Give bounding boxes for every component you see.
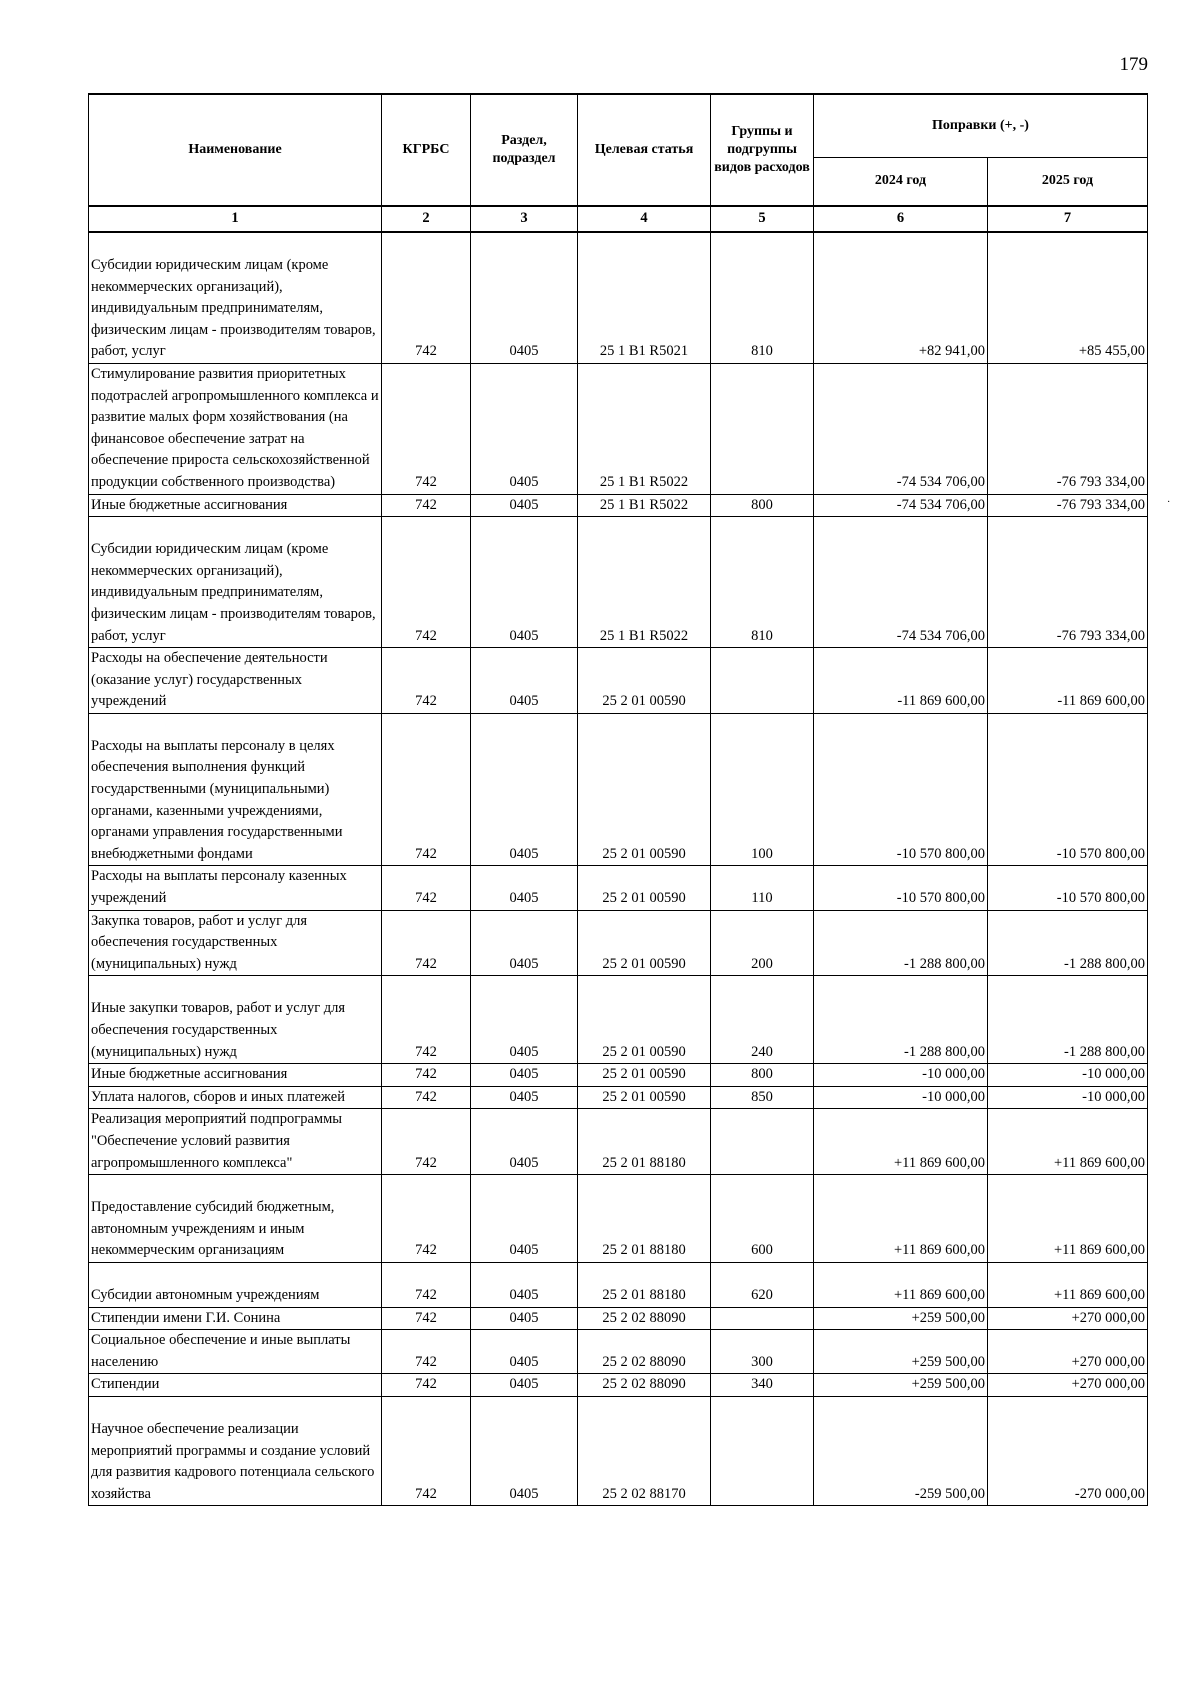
row-amount-2024: -10 570 800,00: [814, 866, 988, 910]
row-group: 800: [711, 494, 814, 517]
row-target: 25 1 B1 R5022: [578, 517, 711, 648]
row-kgrbs: 742: [382, 713, 471, 866]
row-kgrbs: 742: [382, 232, 471, 363]
column-number: 3: [471, 206, 578, 232]
row-amount-2024: -1 288 800,00: [814, 976, 988, 1064]
row-target: 25 2 01 00590: [578, 713, 711, 866]
header-name: Наименование: [89, 94, 382, 206]
row-target: 25 1 B1 R5021: [578, 232, 711, 363]
row-kgrbs: 742: [382, 517, 471, 648]
row-group: 100: [711, 713, 814, 866]
row-amount-2024: -10 000,00: [814, 1086, 988, 1109]
stray-mark: ·: [1167, 497, 1171, 508]
row-name: Реализация мероприятий подпрограммы "Обеспечение условий развития агропромышленного комплекса": [89, 1109, 382, 1175]
row-amount-2025: +270 000,00: [988, 1374, 1148, 1397]
row-section: 0405: [471, 910, 578, 976]
table-row: [89, 1307, 1148, 1330]
row-amount-2025: -10 570 800,00: [988, 713, 1148, 866]
header-groups: Группы и подгруппы видов расходов: [711, 94, 814, 206]
row-target: 25 2 02 88170: [578, 1396, 711, 1505]
row-name: Закупка товаров, работ и услуг для обеспечения государственных (муниципальных) нужд: [89, 910, 382, 976]
row-amount-2025: +11 869 600,00: [988, 1175, 1148, 1263]
row-group: 810: [711, 517, 814, 648]
row-name: Иные бюджетные ассигнования: [89, 494, 382, 517]
row-section: 0405: [471, 1374, 578, 1397]
row-amount-2024: -11 869 600,00: [814, 648, 988, 714]
row-amount-2025: -10 570 800,00: [988, 866, 1148, 910]
row-group: 110: [711, 866, 814, 910]
row-name: Субсидии автономным учреждениям: [89, 1262, 382, 1307]
table-row: [89, 976, 1148, 1064]
row-amount-2025: -1 288 800,00: [988, 976, 1148, 1064]
row-amount-2025: -76 793 334,00: [988, 517, 1148, 648]
table-row: [89, 866, 1148, 910]
row-amount-2024: +11 869 600,00: [814, 1175, 988, 1263]
row-target: 25 2 02 88090: [578, 1374, 711, 1397]
row-kgrbs: 742: [382, 1307, 471, 1330]
table-row: [89, 1330, 1148, 1374]
row-name: Субсидии юридическим лицам (кроме некоммерческих организаций), индивидуальным предпринимателям, физическим лицам - производителям товаров, работ, услуг: [89, 232, 382, 363]
row-kgrbs: 742: [382, 1109, 471, 1175]
row-name: Иные закупки товаров, работ и услуг для обеспечения государственных (муниципальных) нужд: [89, 976, 382, 1064]
row-kgrbs: 742: [382, 1396, 471, 1505]
row-section: 0405: [471, 494, 578, 517]
table-row: [89, 363, 1148, 494]
row-target: 25 2 01 88180: [578, 1109, 711, 1175]
row-amount-2025: +11 869 600,00: [988, 1109, 1148, 1175]
table-row: [89, 494, 1148, 517]
row-group: 200: [711, 910, 814, 976]
row-name: Иные бюджетные ассигнования: [89, 1064, 382, 1087]
row-section: 0405: [471, 1330, 578, 1374]
row-group: 800: [711, 1064, 814, 1087]
row-amount-2024: -74 534 706,00: [814, 494, 988, 517]
row-target: 25 2 02 88090: [578, 1307, 711, 1330]
row-section: 0405: [471, 713, 578, 866]
row-amount-2025: -76 793 334,00: [988, 494, 1148, 517]
row-target: 25 2 01 88180: [578, 1262, 711, 1307]
row-group: [711, 1109, 814, 1175]
row-group: 850: [711, 1086, 814, 1109]
row-target: 25 1 B1 R5022: [578, 494, 711, 517]
column-number: 4: [578, 206, 711, 232]
row-group: [711, 648, 814, 714]
row-amount-2025: -1 288 800,00: [988, 910, 1148, 976]
row-kgrbs: 742: [382, 1175, 471, 1263]
table-row: [89, 713, 1148, 866]
row-kgrbs: 742: [382, 1374, 471, 1397]
row-name: Расходы на выплаты персоналу казенных учреждений: [89, 866, 382, 910]
row-amount-2024: +259 500,00: [814, 1307, 988, 1330]
row-amount-2024: -74 534 706,00: [814, 363, 988, 494]
row-kgrbs: 742: [382, 1330, 471, 1374]
column-number: 7: [988, 206, 1148, 232]
row-section: 0405: [471, 517, 578, 648]
row-target: 25 2 01 00590: [578, 1086, 711, 1109]
row-amount-2024: +259 500,00: [814, 1330, 988, 1374]
column-number: 5: [711, 206, 814, 232]
row-target: 25 2 01 00590: [578, 648, 711, 714]
column-number: 1: [89, 206, 382, 232]
row-amount-2025: -10 000,00: [988, 1064, 1148, 1087]
row-amount-2025: +270 000,00: [988, 1307, 1148, 1330]
row-amount-2024: +11 869 600,00: [814, 1109, 988, 1175]
header-year-2025: 2025 год: [988, 157, 1148, 206]
column-number: 2: [382, 206, 471, 232]
row-amount-2024: -259 500,00: [814, 1396, 988, 1505]
row-amount-2025: -270 000,00: [988, 1396, 1148, 1505]
row-amount-2024: +11 869 600,00: [814, 1262, 988, 1307]
row-name: Уплата налогов, сборов и иных платежей: [89, 1086, 382, 1109]
row-section: 0405: [471, 363, 578, 494]
row-section: 0405: [471, 1175, 578, 1263]
row-target: 25 2 01 00590: [578, 910, 711, 976]
table-row: [89, 232, 1148, 363]
header-kgrbs: КГРБС: [382, 94, 471, 206]
row-group: 340: [711, 1374, 814, 1397]
header-section: Раздел, подраздел: [471, 94, 578, 206]
row-kgrbs: 742: [382, 910, 471, 976]
row-kgrbs: 742: [382, 1262, 471, 1307]
row-group: 600: [711, 1175, 814, 1263]
table-row: [89, 517, 1148, 648]
row-group: [711, 1396, 814, 1505]
row-amount-2025: -11 869 600,00: [988, 648, 1148, 714]
row-name: Расходы на обеспечение деятельности (оказание услуг) государственных учреждений: [89, 648, 382, 714]
budget-table: [88, 93, 1148, 1506]
row-group: 240: [711, 976, 814, 1064]
row-target: 25 2 01 00590: [578, 1064, 711, 1087]
table-row: [89, 1262, 1148, 1307]
table-row: [89, 1175, 1148, 1263]
row-amount-2024: -1 288 800,00: [814, 910, 988, 976]
row-name: Стипендии: [89, 1374, 382, 1397]
row-group: 620: [711, 1262, 814, 1307]
table-body: [89, 232, 1148, 1506]
header-year-2024: 2024 год: [814, 157, 988, 206]
row-section: 0405: [471, 1396, 578, 1505]
table-row: [89, 1086, 1148, 1109]
header-amendments: Поправки (+, -): [814, 94, 1148, 157]
row-name: Предоставление субсидий бюджетным, автономным учреждениям и иным некоммерческим организациям: [89, 1175, 382, 1263]
row-name: Научное обеспечение реализации мероприятий программы и создание условий для развития кадрового потенциала сельского хозяйства: [89, 1396, 382, 1505]
table-row: [89, 1109, 1148, 1175]
row-kgrbs: 742: [382, 976, 471, 1064]
row-amount-2024: +259 500,00: [814, 1374, 988, 1397]
row-amount-2024: -10 570 800,00: [814, 713, 988, 866]
header-target: Целевая статья: [578, 94, 711, 206]
row-amount-2025: -76 793 334,00: [988, 363, 1148, 494]
row-amount-2024: -74 534 706,00: [814, 517, 988, 648]
row-section: 0405: [471, 1262, 578, 1307]
row-section: 0405: [471, 866, 578, 910]
row-name: Социальное обеспечение и иные выплаты населению: [89, 1330, 382, 1374]
row-amount-2025: -10 000,00: [988, 1086, 1148, 1109]
row-kgrbs: 742: [382, 1064, 471, 1087]
row-name: Стипендии имени Г.И. Сонина: [89, 1307, 382, 1330]
table-row: [89, 1064, 1148, 1087]
row-amount-2025: +11 869 600,00: [988, 1262, 1148, 1307]
row-section: 0405: [471, 1109, 578, 1175]
row-section: 0405: [471, 1307, 578, 1330]
row-target: 25 2 01 00590: [578, 866, 711, 910]
row-target: 25 2 01 00590: [578, 976, 711, 1064]
row-group: 300: [711, 1330, 814, 1374]
row-section: 0405: [471, 976, 578, 1064]
row-name: Субсидии юридическим лицам (кроме некоммерческих организаций), индивидуальным предпринимателям, физическим лицам - производителям товаров, работ, услуг: [89, 517, 382, 648]
row-section: 0405: [471, 648, 578, 714]
row-amount-2025: +270 000,00: [988, 1330, 1148, 1374]
row-amount-2024: -10 000,00: [814, 1064, 988, 1087]
row-amount-2024: +82 941,00: [814, 232, 988, 363]
row-section: 0405: [471, 232, 578, 363]
table-row: [89, 648, 1148, 714]
row-kgrbs: 742: [382, 866, 471, 910]
row-target: 25 2 02 88090: [578, 1330, 711, 1374]
row-group: [711, 1307, 814, 1330]
table-row: [89, 910, 1148, 976]
table-row: [89, 1396, 1148, 1505]
table-row: [89, 1374, 1148, 1397]
row-kgrbs: 742: [382, 648, 471, 714]
row-section: 0405: [471, 1086, 578, 1109]
row-group: 810: [711, 232, 814, 363]
row-group: [711, 363, 814, 494]
row-target: 25 2 01 88180: [578, 1175, 711, 1263]
row-name: Стимулирование развития приоритетных подотраслей агропромышленного комплекса и развитие малых форм хозяйствования (на финансовое обеспечение затрат на обеспечение прироста сельскохозяйственной продукции собственного производства): [89, 363, 382, 494]
row-kgrbs: 742: [382, 1086, 471, 1109]
row-name: Расходы на выплаты персоналу в целях обеспечения выполнения функций государственными (муниципальными) органами, казенными учреждениями, органами управления государственными внебюджетными фондами: [89, 713, 382, 866]
row-target: 25 1 B1 R5022: [578, 363, 711, 494]
page-number: 179: [1119, 54, 1148, 75]
row-kgrbs: 742: [382, 363, 471, 494]
row-kgrbs: 742: [382, 494, 471, 517]
row-amount-2025: +85 455,00: [988, 232, 1148, 363]
column-number: 6: [814, 206, 988, 232]
row-section: 0405: [471, 1064, 578, 1087]
